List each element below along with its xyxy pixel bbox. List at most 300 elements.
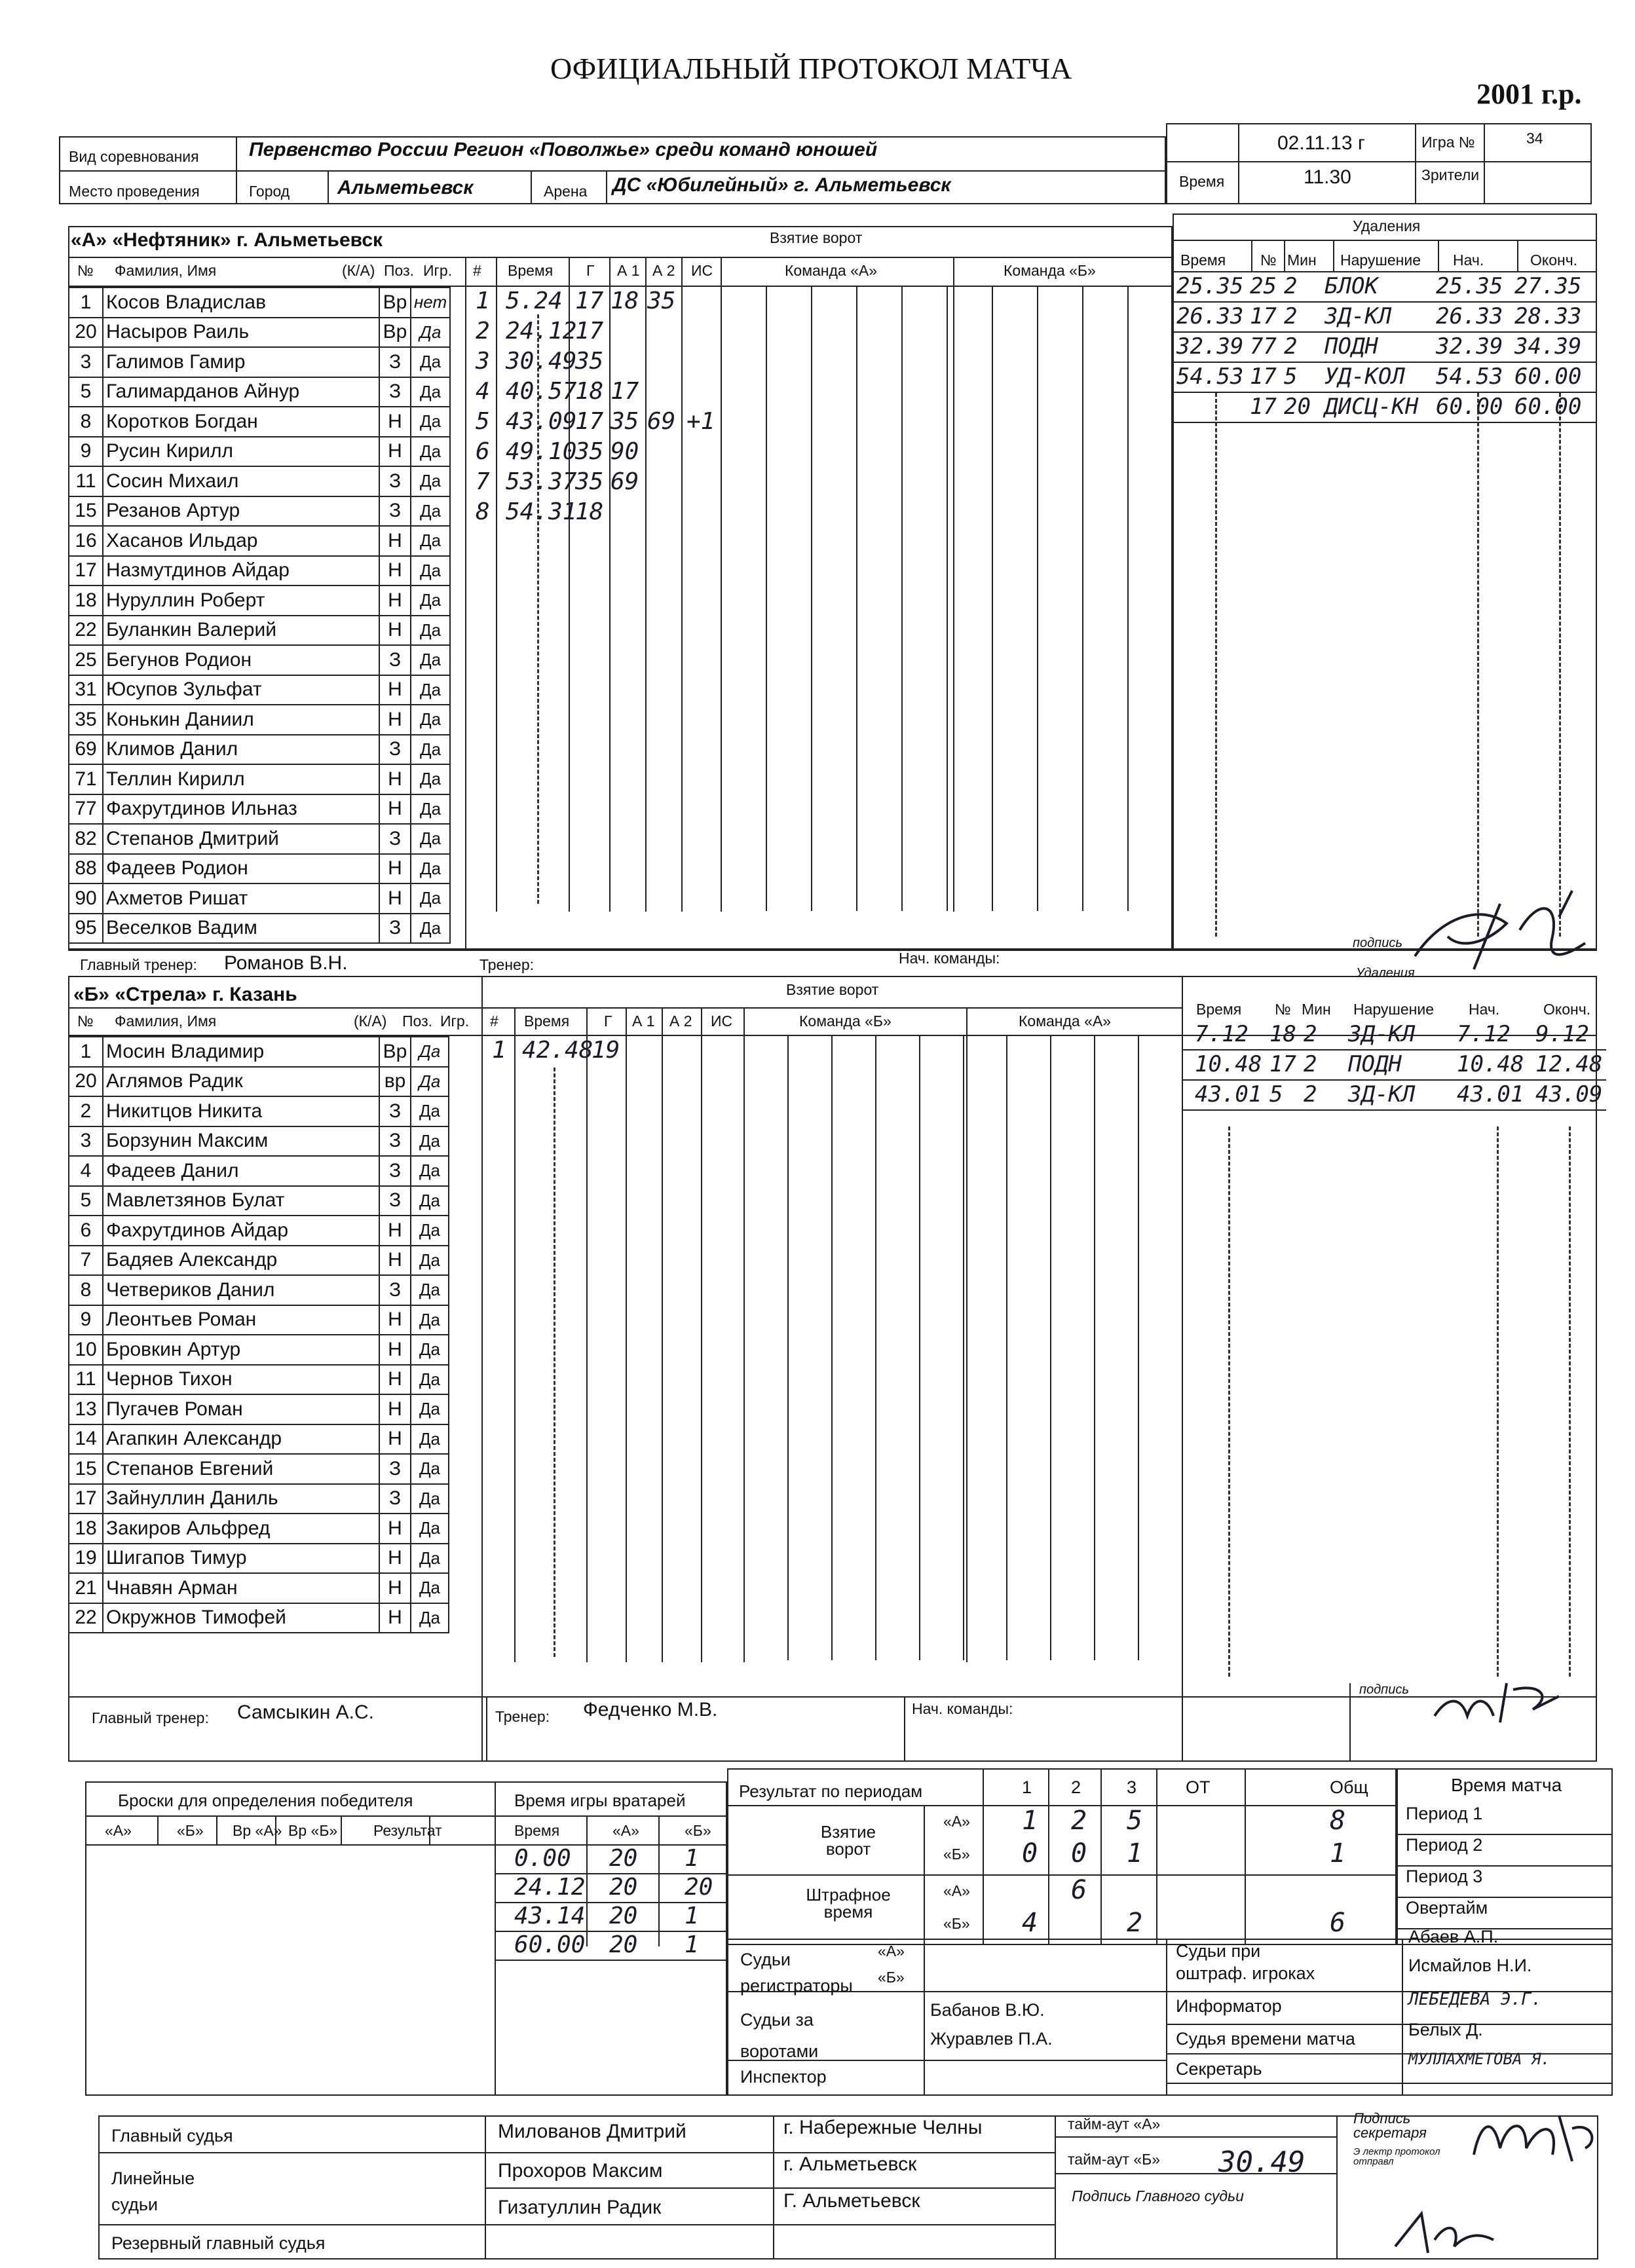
col-num-header: № xyxy=(77,262,94,279)
team-b-sign-label: подпись xyxy=(1359,1682,1409,1697)
goalie-b: 20 xyxy=(685,1874,713,1901)
player-played: Да xyxy=(411,1365,449,1395)
player-row xyxy=(69,1365,449,1395)
linesman-2-city: Г. Альметьевск xyxy=(783,2190,920,2212)
player-played: Да xyxy=(411,735,450,765)
reg-a-label: «А» xyxy=(878,1943,905,1960)
penalty-start: 7.12 xyxy=(1457,1021,1511,1047)
penalty-end: 60.00 xyxy=(1514,363,1582,390)
player-played: Да xyxy=(411,1246,449,1276)
spectators-label: Зрители xyxy=(1421,166,1480,183)
player-name: Конькин Даниил xyxy=(103,705,379,735)
player-position: Н xyxy=(379,883,411,914)
goal-time: 24.12 xyxy=(506,318,577,344)
team-b-head-coach: Самсыкин А.С. xyxy=(237,1701,375,1723)
player-name: Фадеев Данил xyxy=(103,1156,379,1186)
goal-g: 18 xyxy=(575,378,604,405)
team-b-head-coach-label: Главный тренер: xyxy=(92,1709,209,1726)
player-played: Да xyxy=(411,526,450,556)
player-name: Леонтьев Роман xyxy=(103,1305,379,1335)
player-position: Вр xyxy=(379,318,411,348)
player-played: Да xyxy=(411,1514,449,1544)
period-pen_b-2: 2 xyxy=(1127,1908,1143,1938)
player-number: 17 xyxy=(69,1484,103,1514)
penalty-viol: ПОДН xyxy=(1348,1051,1402,1077)
player-number: 11 xyxy=(69,1365,103,1395)
player-position: Н xyxy=(379,1335,411,1365)
team-a-pend-header: Оконч. xyxy=(1530,251,1578,269)
team-b-a1-header: А 1 xyxy=(632,1013,655,1030)
team-b-signature xyxy=(1428,1670,1572,1729)
penbox-judge-2: Исмайлов Н.И. xyxy=(1408,1956,1532,1975)
player-played: Да xyxy=(411,824,450,854)
place-label: Место проведения xyxy=(69,183,200,200)
player-position: З xyxy=(379,1096,411,1126)
linesmen-label: Линейные судьи xyxy=(111,2168,195,2214)
penalty-num: 5 xyxy=(1269,1081,1283,1107)
timekeeper-value: Белых Д. xyxy=(1408,2020,1483,2039)
goal-n: 8 xyxy=(476,498,490,525)
player-name: Зайнуллин Даниль xyxy=(103,1484,379,1514)
player-position: Вр xyxy=(379,288,411,318)
penalty-start: 26.33 xyxy=(1436,303,1503,329)
team-b-pnum-header: № xyxy=(1275,1001,1291,1018)
player-played: нет xyxy=(411,288,450,318)
goal-g: 35 xyxy=(575,468,604,495)
team-a-pviol-header: Нарушение xyxy=(1340,251,1421,269)
goal-n: 1 xyxy=(476,288,490,314)
penalty-end: 12.48 xyxy=(1535,1051,1603,1077)
player-number: 18 xyxy=(69,586,103,616)
goal-a1: 90 xyxy=(611,438,639,465)
goal-judges-label: Судьи за воротами xyxy=(740,2010,819,2061)
player-row xyxy=(69,1067,449,1097)
period-pen_a-1: 6 xyxy=(1071,1875,1087,1905)
period-pen_b-0: 4 xyxy=(1022,1908,1038,1938)
player-number: 5 xyxy=(69,1186,103,1216)
team-b-goals-header: Взятие ворот xyxy=(786,981,879,998)
player-name: Веселков Вадим xyxy=(103,914,379,944)
player-number: 5 xyxy=(69,377,103,407)
penalty-time: 26.33 xyxy=(1176,303,1244,329)
team-a-a2-header: А 2 xyxy=(652,262,675,279)
periods-pen-a-label: «А» xyxy=(943,1882,970,1899)
goal-time: 53.37 xyxy=(506,468,577,495)
team-b-is-header: ИС xyxy=(711,1013,733,1030)
player-position: Н xyxy=(379,1424,411,1455)
goal-n: 2 xyxy=(476,318,490,344)
player-played: Да xyxy=(411,407,450,437)
penalty-time: 25.35 xyxy=(1176,273,1244,299)
penalty-min: 2 xyxy=(1284,273,1298,299)
team-b-col-name: Фамилия, Имя xyxy=(115,1013,217,1030)
team-a-pnum-header: № xyxy=(1260,251,1277,269)
goal-time: 49.10 xyxy=(506,438,577,465)
player-position: Н xyxy=(379,616,411,646)
player-name: Русин Кирилл xyxy=(103,437,379,467)
team-a-goal-col: Команда «А» xyxy=(785,262,878,279)
player-number: 10 xyxy=(69,1335,103,1365)
player-row xyxy=(69,1096,449,1126)
period-col-0: 1 xyxy=(1022,1777,1032,1797)
player-row xyxy=(69,1186,449,1216)
team-b-coach-label: Тренер: xyxy=(495,1708,550,1725)
linesman-1-city: г. Альметьевск xyxy=(783,2153,917,2175)
team-a-goals-header: Взятие ворот xyxy=(770,229,863,246)
team-b-gnum-header: # xyxy=(490,1013,498,1030)
team-a-gg-header: Г xyxy=(586,262,595,279)
player-number: 13 xyxy=(69,1394,103,1424)
player-number: 35 xyxy=(69,705,103,735)
player-number: 7 xyxy=(69,1246,103,1276)
player-name: Бадяев Александр xyxy=(103,1246,379,1276)
goalie-a: 20 xyxy=(609,1845,638,1872)
player-number: 15 xyxy=(69,1454,103,1484)
player-position: Н xyxy=(379,1544,411,1574)
match-date: 02.11.13 г xyxy=(1277,132,1365,154)
linesman-2: Гизатуллин Радик xyxy=(498,2197,662,2218)
player-played: Да xyxy=(411,496,450,527)
team-b-roster xyxy=(68,1036,449,1633)
player-name: Фахрутдинов Ильназ xyxy=(103,794,379,825)
player-name: Агапкин Александр xyxy=(103,1424,379,1455)
player-row xyxy=(69,1454,449,1484)
birth-year: 2001 г.р. xyxy=(1476,78,1582,110)
penalty-start: 60.00 xyxy=(1436,394,1503,420)
team-a-gnum-header: # xyxy=(473,262,481,279)
player-name: Бегунов Родион xyxy=(103,645,379,675)
player-played: Да xyxy=(411,794,450,825)
penalty-end: 27.35 xyxy=(1514,273,1582,299)
player-position: Н xyxy=(379,1216,411,1246)
shootout-col-3: Вр «Б» xyxy=(288,1822,338,1839)
period-goals_b-0: 0 xyxy=(1022,1838,1038,1868)
player-played: Да xyxy=(411,1573,449,1603)
goalie-time: 24.12 xyxy=(514,1874,586,1901)
player-number: 3 xyxy=(69,347,103,377)
player-number: 22 xyxy=(69,616,103,646)
player-position: Н xyxy=(379,675,411,705)
informer-value: ЛЕБЕДЕВА Э.Г. xyxy=(1408,1990,1542,2009)
goal-a2: 69 xyxy=(647,408,676,435)
period-goals_b-1: 0 xyxy=(1071,1838,1087,1868)
player-position: Н xyxy=(379,586,411,616)
team-a-other-col: Команда «Б» xyxy=(1004,262,1096,279)
team-a-title: «А» «Нефтяник» г. Альметьевск xyxy=(71,229,383,251)
penalty-time: 10.48 xyxy=(1195,1051,1262,1077)
team-b-other-col: Команда «А» xyxy=(1019,1013,1112,1030)
secretary-label: Секретарь xyxy=(1176,2059,1262,2079)
player-row xyxy=(69,1275,449,1305)
goal-n: 7 xyxy=(476,468,490,495)
penalty-min: 20 xyxy=(1284,394,1311,420)
player-position: Вр xyxy=(379,1037,411,1067)
penalty-end: 60.00 xyxy=(1514,394,1582,420)
penalty-start: 10.48 xyxy=(1457,1051,1524,1077)
team-b-coach: Федченко М.В. xyxy=(583,1699,718,1720)
match-time-row-1: Период 2 xyxy=(1406,1835,1483,1855)
player-played: Да xyxy=(411,1275,449,1305)
goalie-col-2: «Б» xyxy=(685,1822,711,1839)
penalty-min: 2 xyxy=(1304,1081,1317,1107)
player-row xyxy=(69,1544,449,1574)
player-name: Ахметов Ришат xyxy=(103,883,379,914)
goalie-col-1: «А» xyxy=(612,1822,639,1839)
game-no-label: Игра № xyxy=(1421,134,1475,151)
team-b-chief-label: Нач. команды: xyxy=(912,1700,1013,1717)
player-position: Н xyxy=(379,854,411,884)
goal-a1: 18 xyxy=(611,288,639,314)
head-ref-signature xyxy=(1382,2201,1513,2259)
penalty-min: 5 xyxy=(1284,363,1298,390)
team-b-col-ka: (К/А) xyxy=(354,1013,387,1030)
goalie-a: 20 xyxy=(609,1931,638,1958)
player-row xyxy=(69,1573,449,1603)
player-name: Фахрутдинов Айдар xyxy=(103,1216,379,1246)
head-ref-name: Милованов Дмитрий xyxy=(498,2121,686,2142)
penalty-start: 54.53 xyxy=(1436,363,1503,390)
player-name: Буланкин Валерий xyxy=(103,616,379,646)
player-number: 4 xyxy=(69,1156,103,1186)
timeout-a-label: тайм-аут «А» xyxy=(1068,2115,1161,2132)
game-no: 34 xyxy=(1526,130,1543,147)
player-played: Да xyxy=(411,437,450,467)
player-played: Да xyxy=(411,586,450,616)
goal-time: 43.09 xyxy=(506,408,577,435)
player-played: Да xyxy=(411,1037,449,1067)
team-a-is-header: ИС xyxy=(691,262,713,279)
player-row xyxy=(69,1484,449,1514)
penalty-time: 32.39 xyxy=(1176,333,1244,360)
goal-time: 40.57 xyxy=(506,378,577,405)
player-name: Чнавян Арман xyxy=(103,1573,379,1603)
arena-value: ДС «Юбилейный» г. Альметьевск xyxy=(612,174,951,196)
competition-name: Первенство России Регион «Поволжье» среди команд юношей xyxy=(249,139,878,160)
player-number: 6 xyxy=(69,1216,103,1246)
penalty-min: 2 xyxy=(1284,303,1298,329)
goal-g: 19 xyxy=(592,1037,620,1064)
player-position: З xyxy=(379,496,411,527)
document-title: ОФИЦИАЛЬНЫЙ ПРОТОКОЛ МАТЧА xyxy=(550,52,1072,85)
player-played: Да xyxy=(411,318,450,348)
player-played: Да xyxy=(411,883,450,914)
secretary-value: МУЛЛАХМЕТОВА Я. xyxy=(1408,2050,1550,2068)
penalty-min: 2 xyxy=(1304,1021,1317,1047)
player-played: Да xyxy=(411,1216,449,1246)
col-play-header: Игр. xyxy=(423,262,453,279)
penalty-end: 43.09 xyxy=(1535,1081,1603,1107)
penalty-num: 25 xyxy=(1250,273,1277,299)
penalty-start: 25.35 xyxy=(1436,273,1503,299)
player-position: З xyxy=(379,645,411,675)
player-played: Да xyxy=(411,377,450,407)
team-a-frame xyxy=(68,226,1173,950)
penalty-num: 17 xyxy=(1250,394,1277,420)
goalie-col-0: Время xyxy=(514,1822,560,1839)
player-name: Аглямов Радик xyxy=(103,1067,379,1097)
penalty-viol: ЗД-КЛ xyxy=(1325,303,1392,329)
match-time-row-3: Овертайм xyxy=(1406,1898,1488,1918)
goalie-a: 20 xyxy=(609,1874,638,1901)
player-played: Да xyxy=(411,675,450,705)
col-ka-header: (К/А) xyxy=(342,262,375,279)
player-played: Да xyxy=(411,1544,449,1574)
head-ref-city: г. Набережные Челны xyxy=(783,2117,983,2138)
period-col-1: 2 xyxy=(1071,1777,1081,1797)
period-col-2: 3 xyxy=(1127,1777,1137,1797)
player-number: 18 xyxy=(69,1514,103,1544)
player-number: 8 xyxy=(69,407,103,437)
player-number: 16 xyxy=(69,526,103,556)
goal-time: 30.49 xyxy=(506,348,577,375)
col-pos-header: Поз. xyxy=(384,262,414,279)
goal-g: 35 xyxy=(575,348,604,375)
team-a-pen-header: Удаления xyxy=(1353,217,1421,234)
secretary-signature xyxy=(1461,2102,1605,2168)
shootout-col-0: «А» xyxy=(105,1822,132,1839)
player-position: Н xyxy=(379,1246,411,1276)
period-goals_b-2: 1 xyxy=(1127,1838,1143,1868)
player-position: Н xyxy=(379,1603,411,1633)
penalty-min: 2 xyxy=(1304,1051,1317,1077)
head-ref-sign-label: Подпись Главного судьи xyxy=(1072,2187,1244,2204)
reg-b-label: «Б» xyxy=(878,1969,905,1986)
player-name: Нуруллин Роберт xyxy=(103,586,379,616)
player-played: Да xyxy=(411,1424,449,1455)
player-number: 20 xyxy=(69,1067,103,1097)
goal-g: 18 xyxy=(575,498,604,525)
periods-goals-a-label: «А» xyxy=(943,1813,970,1830)
player-number: 2 xyxy=(69,1096,103,1126)
player-name: Бровкин Артур xyxy=(103,1335,379,1365)
goal-n: 3 xyxy=(476,348,490,375)
goal-g: 17 xyxy=(575,318,604,344)
player-row xyxy=(69,1037,449,1067)
match-time-row-2: Период 3 xyxy=(1406,1867,1483,1886)
player-position: Н xyxy=(379,437,411,467)
period-goals_b-4: 1 xyxy=(1330,1838,1346,1868)
timeout-b-label: тайм-аут «Б» xyxy=(1068,2151,1161,2168)
player-played: Да xyxy=(411,764,450,794)
goal-g: 17 xyxy=(575,288,604,314)
player-played: Да xyxy=(411,1394,449,1424)
team-a-head-coach: Романов В.Н. xyxy=(224,952,348,974)
penalty-start: 43.01 xyxy=(1457,1081,1524,1107)
player-played: Да xyxy=(411,854,450,884)
goal-g: 17 xyxy=(575,408,604,435)
player-position: Н xyxy=(379,705,411,735)
player-name: Хасанов Ильдар xyxy=(103,526,379,556)
penalty-time: 43.01 xyxy=(1195,1081,1262,1107)
player-name: Теллин Кирилл xyxy=(103,764,379,794)
periods-goals-label: Взятие ворот xyxy=(820,1822,876,1859)
player-name: Окружнов Тимофей xyxy=(103,1603,379,1633)
player-position: З xyxy=(379,1484,411,1514)
timeout-b-value: 30.49 xyxy=(1218,2146,1306,2179)
team-a-coach-label: Тренер: xyxy=(479,956,535,973)
player-played: Да xyxy=(411,1096,449,1126)
player-name: Борзунин Максим xyxy=(103,1126,379,1157)
penbox-judge-1: Абаев А.П. xyxy=(1408,1927,1499,1946)
player-position: З xyxy=(379,735,411,765)
player-name: Четвериков Данил xyxy=(103,1275,379,1305)
player-row xyxy=(69,1246,449,1276)
team-a-head-coach-label: Главный тренер: xyxy=(80,956,197,973)
player-position: Н xyxy=(379,1365,411,1395)
goal-n: 1 xyxy=(492,1037,506,1064)
penalty-viol: УД-КОЛ xyxy=(1325,363,1405,390)
team-a-chief-label: Нач. команды: xyxy=(899,950,1000,967)
player-position: З xyxy=(379,824,411,854)
player-number: 82 xyxy=(69,824,103,854)
player-number: 9 xyxy=(69,1305,103,1335)
goalie-time-title: Время игры вратарей xyxy=(514,1791,686,1810)
player-name: Мавлетзянов Булат xyxy=(103,1186,379,1216)
player-row xyxy=(69,1514,449,1544)
goal-a1: 35 xyxy=(611,408,639,435)
player-number: 69 xyxy=(69,735,103,765)
penalty-end: 28.33 xyxy=(1514,303,1582,329)
team-b-pstart-header: Нач. xyxy=(1469,1001,1500,1018)
match-time-title: Время матча xyxy=(1451,1775,1562,1795)
linesman-1: Прохоров Максим xyxy=(498,2160,663,2182)
player-played: Да xyxy=(411,1067,449,1097)
shootout-col-2: Вр «А» xyxy=(233,1822,282,1839)
period-goals_a-2: 5 xyxy=(1127,1806,1143,1836)
player-position: Н xyxy=(379,764,411,794)
match-time-row-0: Период 1 xyxy=(1406,1804,1483,1823)
player-number: 25 xyxy=(69,645,103,675)
player-position: З xyxy=(379,377,411,407)
col-name-header: Фамилия, Имя xyxy=(115,262,217,279)
player-number: 22 xyxy=(69,1603,103,1633)
penalty-time: 54.53 xyxy=(1176,363,1244,390)
goalie-time: 43.14 xyxy=(514,1903,586,1929)
player-played: Да xyxy=(411,705,450,735)
player-row xyxy=(69,1156,449,1186)
player-name: Пугачев Роман xyxy=(103,1394,379,1424)
team-b-ptime-header: Время xyxy=(1196,1001,1242,1018)
player-name: Галимов Гамир xyxy=(103,347,379,377)
player-played: Да xyxy=(411,347,450,377)
goal-g: 35 xyxy=(575,438,604,465)
player-number: 90 xyxy=(69,883,103,914)
player-played: Да xyxy=(411,466,450,496)
player-number: 14 xyxy=(69,1424,103,1455)
player-row xyxy=(69,1126,449,1157)
penalty-start: 32.39 xyxy=(1436,333,1503,360)
player-played: Да xyxy=(411,1335,449,1365)
player-played: Да xyxy=(411,1156,449,1186)
penalty-end: 34.39 xyxy=(1514,333,1582,360)
player-name: Галимарданов Айнур xyxy=(103,377,379,407)
player-position: Н xyxy=(379,407,411,437)
penalty-num: 17 xyxy=(1250,303,1277,329)
team-b-pend-header: Оконч. xyxy=(1543,1001,1591,1018)
penalty-viol: ЗД-КЛ xyxy=(1348,1021,1416,1047)
goal-time: 54.31 xyxy=(506,498,577,525)
player-played: Да xyxy=(411,556,450,586)
goalie-time: 0.00 xyxy=(514,1845,571,1872)
reg-judges-label: Судьи регистраторы xyxy=(740,1950,853,1996)
player-position: З xyxy=(379,1126,411,1157)
player-name: Никитцов Никита xyxy=(103,1096,379,1126)
player-played: Да xyxy=(411,1603,449,1633)
goal-judge-2: Журавлев П.А. xyxy=(930,2029,1053,2049)
penbox-judges-label: Судьи при оштраф. игроках xyxy=(1176,1941,1315,1983)
player-name: Степанов Дмитрий xyxy=(103,824,379,854)
player-name: Закиров Альфред xyxy=(103,1514,379,1544)
